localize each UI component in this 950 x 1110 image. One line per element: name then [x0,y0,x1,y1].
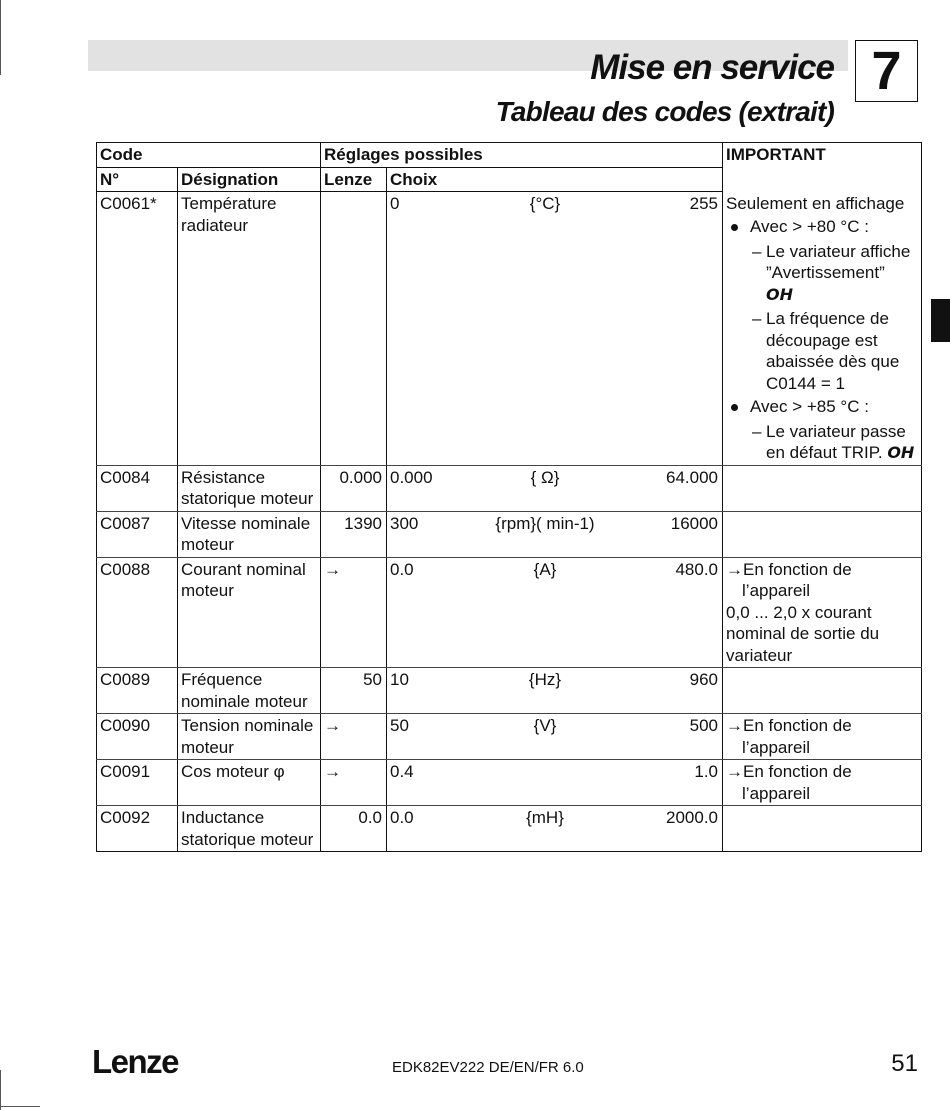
page-subtitle: Tableau des codes (extrait) [495,96,834,127]
document-reference: EDK82EV222 DE/EN/FR 6.0 [392,1059,584,1076]
choix-cell [387,760,723,806]
important-note: l’appareil [742,581,811,600]
choix-max: 500 [689,716,719,735]
important-cell [723,465,922,511]
header-important: IMPORTANT [723,143,922,192]
table-row [97,465,922,511]
lenze-cell [321,192,387,466]
lenze-cell: → [321,760,387,806]
crop-mark [0,1106,40,1107]
important-note: →En fonction de [726,716,852,735]
important-note: l’appareil [742,737,811,757]
crop-mark [0,0,1,75]
header-choix: Choix [387,167,723,192]
important-cell [723,192,922,466]
choix-min: 0 [390,194,400,213]
chapter-side-tab [931,299,950,342]
lenze-cell: 0.0 [321,806,387,852]
header-no: N° [97,167,178,192]
choix-max: 960 [689,670,719,689]
choix-max: 1.0 [694,762,719,781]
important-cell [723,760,922,806]
choix-max: 16000 [670,513,719,533]
code-cell: C0088 [97,557,178,668]
choix-max: 64.000 [666,467,719,487]
choix-cell [387,714,723,760]
important-cell [723,806,922,852]
table-row [97,806,922,852]
important-cell [723,714,922,760]
code-cell: C0092 [97,806,178,852]
code-cell: C0089 [97,668,178,714]
choix-max: 255 [689,194,719,213]
important-note: →En fonction de [726,559,852,579]
choix-unit [485,761,605,783]
header-lenze: Lenze [321,167,387,192]
designation-cell: Résistance statorique moteur [178,465,321,511]
lenze-cell: → [321,714,387,760]
important-note: l’appareil [742,783,811,803]
important-cell [723,668,922,714]
choix-min: 0.000 [390,467,433,487]
table-row [97,760,922,806]
choix-min: 0.4 [390,762,414,781]
choix-cell [387,557,723,668]
choix-unit: { Ω} [530,467,560,487]
page-number: 51 [891,1050,918,1077]
choix-cell [387,668,723,714]
important-subitem: – Le variateur affiche ”Avertissement” OH [752,241,911,304]
table-row [97,511,922,557]
choix-unit: {mH} [526,808,564,827]
choix-cell [387,806,723,852]
table-row [97,557,922,668]
header-code: Code [97,143,321,168]
designation-cell: Vitesse nominale moteur [178,511,321,557]
important-bullet: Avec > +85 °C : [726,396,917,418]
important-note: →En fonction de [726,762,852,781]
page-title: Mise en service [590,48,834,87]
choix-unit: {rpm}( min-1) [495,513,595,533]
table-header-row [97,143,922,168]
choix-unit: {Hz} [528,670,562,689]
header-designation: Désignation [178,167,321,192]
important-note: 0,0 ... 2,0 x courant nominal de sortie du variateur [726,602,880,665]
designation-cell: Fréquence nominale moteur [178,668,321,714]
crop-mark [0,1070,1,1110]
table-row [97,192,922,466]
choix-min: 300 [390,513,419,533]
designation-cell: Inductance statorique moteur [178,806,321,852]
choix-unit: {A} [533,559,557,579]
code-cell: C0090 [97,714,178,760]
choix-max: 2000.0 [666,808,719,827]
lenze-logo: Lenze [92,1043,179,1080]
header-settings: Réglages possibles [321,143,723,168]
table-row [97,714,922,760]
lenze-cell: 50 [321,668,387,714]
choix-max: 480.0 [675,559,719,579]
lenze-cell: → [321,557,387,668]
oh-display-code: OH [766,284,794,304]
code-cell: C0087 [97,511,178,557]
choix-cell [387,511,723,557]
important-cell [723,557,922,668]
important-subitem: – La fréquence de découpage est abaissée dès que C0144 = 1 [752,309,900,393]
lenze-cell: 1390 [321,511,387,557]
chapter-number: 7 [855,40,918,102]
important-bullet: Avec > +80 °C : [726,216,917,238]
choix-min: 50 [390,716,409,735]
designation-cell: Tension nominale moteur [178,714,321,760]
choix-unit: {V} [533,716,557,735]
important-cell [723,511,922,557]
important-subitem: – Le variateur passe en défaut TRIP. OH [752,421,915,462]
choix-min: 0.0 [390,559,414,579]
designation-cell: Courant nominal moteur [178,557,321,668]
important-intro: Seulement en affichage [726,193,905,213]
code-cell: C0091 [97,760,178,806]
choix-min: 10 [390,670,409,689]
code-cell: C0061* [97,192,178,466]
choix-cell [387,465,723,511]
code-cell: C0084 [97,465,178,511]
choix-cell [387,192,723,466]
designation-cell: Cos moteur φ [178,760,321,806]
choix-min: 0.0 [390,808,414,827]
choix-unit: {°C} [529,194,561,213]
code-table [96,142,922,852]
oh-display-code: OH [887,443,915,462]
lenze-cell: 0.000 [321,465,387,511]
designation-cell: Température radiateur [178,192,321,466]
table-row [97,668,922,714]
